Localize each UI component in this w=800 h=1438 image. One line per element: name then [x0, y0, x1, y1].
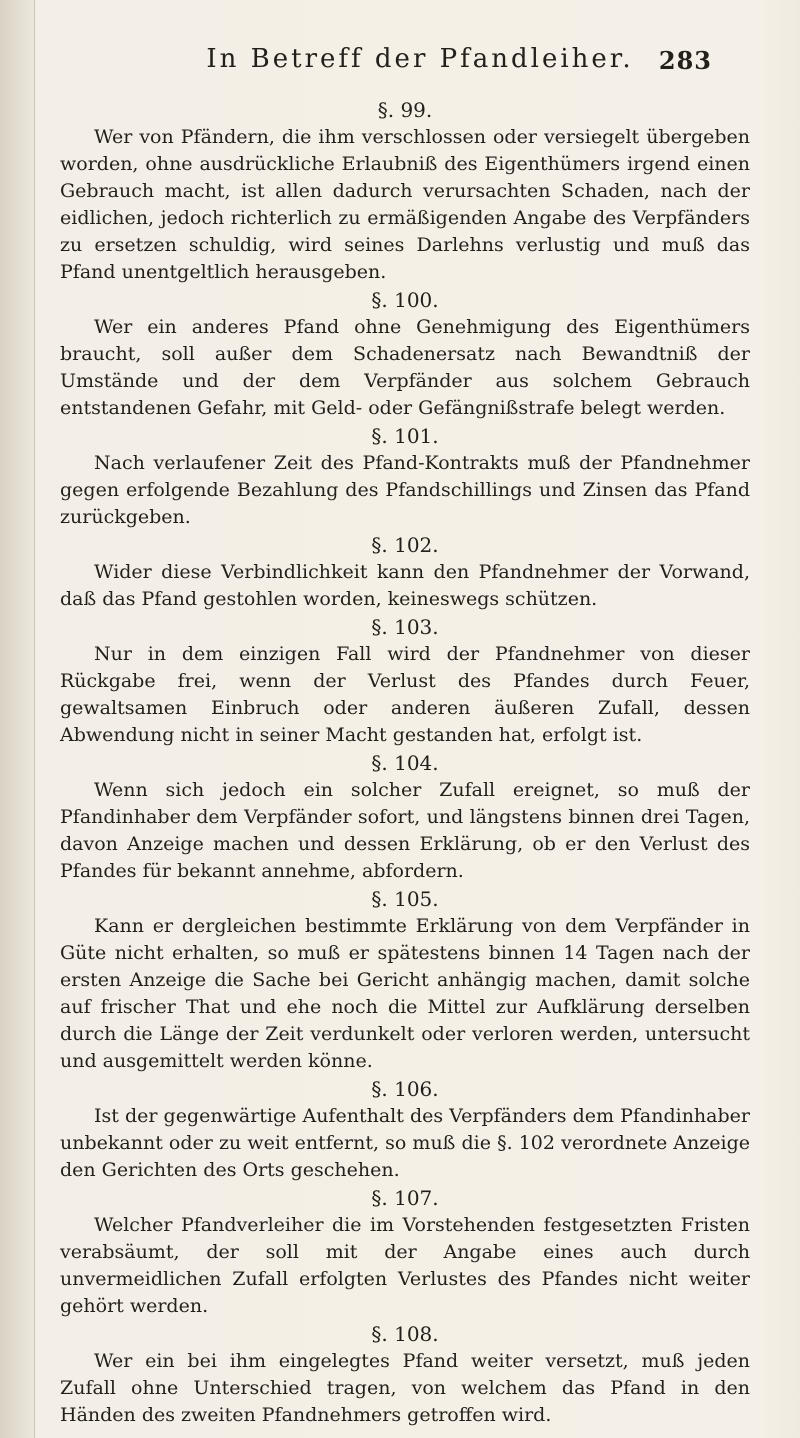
section-number: §. 105. — [371, 887, 439, 911]
section-105 — [60, 885, 750, 1075]
section-number: §. 100. — [371, 288, 439, 312]
section-text: Wer ein anderes Pfand ohne Genehmigung des Eigenthümers braucht, soll außer dem Schadenersatz nach Bewandtniß der Umstände und der dem Verpfänder aus solchem Gebrauch entstandenen Gefahr, mit Geld- oder Gefängnißstrafe belegt werden. — [60, 316, 750, 419]
section-text: Nach verlaufener Zeit des Pfand-Kontrakts muß der Pfandnehmer gegen erfolgende Bezahlung des Pfandschillings und Zinsen das Pfand zurückgeben. — [60, 452, 750, 528]
page-header — [120, 44, 720, 84]
section-108 — [60, 1320, 750, 1429]
section-number: §. 104. — [371, 751, 439, 775]
section-number: §. 103. — [371, 615, 439, 639]
section-number: §. 102. — [371, 533, 439, 557]
section-106 — [60, 1075, 750, 1184]
section-104 — [60, 749, 750, 885]
section-102 — [60, 531, 750, 613]
page-number: 283 — [658, 46, 712, 75]
section-number: §. 99. — [377, 98, 433, 122]
section-107 — [60, 1184, 750, 1320]
section-number: §. 108. — [371, 1322, 439, 1346]
section-text: Ist der gegenwärtige Aufenthalt des Verpfänders dem Pfandinhaber unbekannt oder zu weit entfernt, so muß die §. 102 verordnete Anzeige den Gerichten des Orts geschehen. — [60, 1105, 750, 1181]
section-text: Kann er dergleichen bestimmte Erklärung von dem Verpfänder in Güte nicht erhalten, so muß er spätestens binnen 14 Tagen nach der ersten Anzeige die Sache bei Gericht anhängig machen, damit solche auf frischer That und ehe noch die Mittel zur Aufklärung derselben durch die Länge der Zeit verdunkelt oder verloren werden, untersucht und ausgemittelt werden könne. — [60, 915, 750, 1072]
section-101 — [60, 422, 750, 531]
running-head: In Betreff der Pfandleiher. — [206, 44, 634, 74]
section-text: Wer von Pfändern, die ihm verschlossen oder versiegelt übergeben worden, ohne ausdrückliche Erlaubniß des Eigenthümers irgend einen Gebrauch macht, ist allen dadurch verursachten Schaden, nach der eidlichen, jedoch richterlich zu ermäßigenden Angabe des Verpfänders zu ersetzen schuldig, wird seines Darlehns verlustig und muß das Pfand unentgeltlich herausgeben. — [60, 126, 750, 283]
book-spine-shadow — [0, 0, 35, 1438]
section-text: Nur in dem einzigen Fall wird der Pfandnehmer von dieser Rückgabe frei, wenn der Verlust des Pfandes durch Feuer, gewaltsamen Einbruch oder anderen äußeren Zufall, dessen Abwendung nicht in seiner Macht gestanden hat, erfolgt ist. — [60, 643, 750, 746]
section-103 — [60, 613, 750, 749]
section-text: Wenn sich jedoch ein solcher Zufall ereignet, so muß der Pfandinhaber dem Verpfänder sofort, und längstens binnen drei Tagen, davon Anzeige machen und dessen Erklärung, ob er den Verlust des Pfandes für bekannt annehme, abfordern. — [60, 779, 750, 882]
section-number: §. 106. — [371, 1077, 439, 1101]
section-100 — [60, 286, 750, 422]
section-number: §. 101. — [371, 424, 439, 448]
section-99 — [60, 96, 750, 286]
section-text: Wider diese Verbindlichkeit kann den Pfandnehmer der Vorwand, daß das Pfand gestohlen worden, keineswegs schützen. — [60, 561, 750, 610]
section-text: Wer ein bei ihm eingelegtes Pfand weiter versetzt, muß jeden Zufall ohne Unterschied tragen, von welchem das Pfand in den Händen des zweiten Pfandnehmers getroffen wird. — [60, 1350, 750, 1426]
section-number: §. 107. — [371, 1186, 439, 1210]
section-text: Welcher Pfandverleiher die im Vorstehenden festgesetzten Fristen verabsäumt, der soll mit der Angabe eines auch durch unvermeidlichen Zufall erfolgten Verlustes des Pfandes nicht weiter gehört werden. — [60, 1214, 750, 1317]
page-body — [60, 96, 750, 1429]
